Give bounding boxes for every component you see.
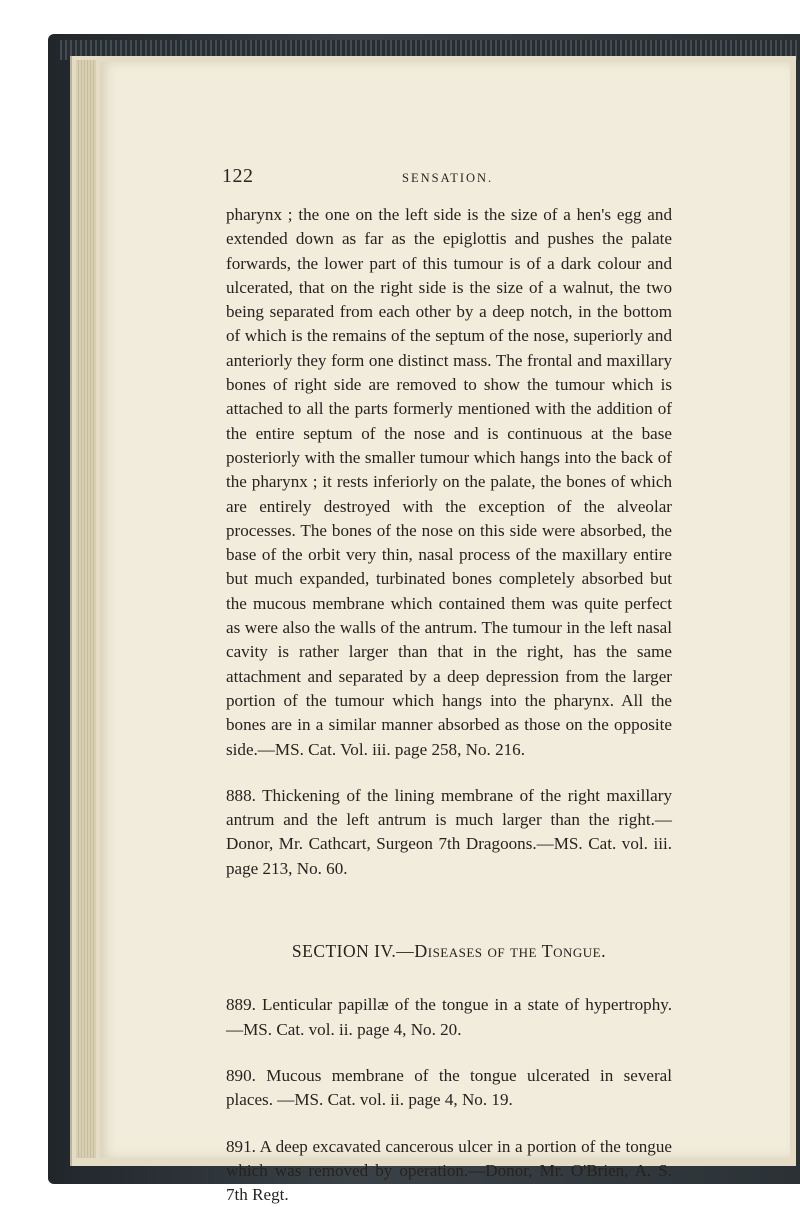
page-body bbox=[226, 203, 672, 1207]
page-number: 122 bbox=[222, 165, 254, 188]
page-edges bbox=[76, 60, 96, 1158]
running-head: SENSATION. bbox=[402, 171, 493, 186]
continuation-paragraph: pharynx ; the one on the left side is the size of a hen's egg and extended down as far as the epiglottis and pushes the palate forwards, the lower part of this tumour is of a dark colour and ulcerated, that on the right side is the size of a walnut, the two being separated from each other by a deep notch, in the bottom of which is the remains of the septum of the nose, superiorly and anteriorly they form one distinct mass. The frontal and maxillary bones of right side are removed to show the tumour which is attached to all the parts formerly mentioned with the addition of the entire septum of the nose and is continuous at the base posteriorly with the smaller tumour which hangs into the back of the pharynx ; it rests inferiorly on the palate, the bones of which are entirely destroyed with the exception of the alveolar processes. The bones of the nose on this side were absorbed, the base of the orbit very thin, nasal process of the maxillary entire but much expanded, turbinated bones completely absorbed but the mucous membrane which contained them was quite perfect as were also the walls of the antrum. The tumour in the left nasal cavity is rather larger than that in the right, has the same attachment and separated by a deep depression from the larger portion of the tumour which hangs into the pharynx. All the bones are in a similar manner absorbed as those on the opposite side.—MS. Cat. Vol. iii. page 258, No. 216. bbox=[226, 203, 672, 762]
catalog-entry-891: 891. A deep excavated cancerous ulcer in a portion of the tongue which was removed by operation.—Donor, Mr. O'Brien, A. S. 7th Regt. bbox=[226, 1135, 672, 1207]
section-title: Diseases of the Tongue. bbox=[414, 941, 606, 961]
section-heading bbox=[226, 939, 672, 963]
page-header bbox=[222, 165, 670, 191]
section-prefix: SECTION IV.— bbox=[292, 941, 414, 961]
catalog-entry-889: 889. Lenticular papillæ of the tongue in a state of hypertrophy. —MS. Cat. vol. ii. page 4, No. 20. bbox=[226, 993, 672, 1042]
catalog-entry-890: 890. Mucous membrane of the tongue ulcerated in several places. —MS. Cat. vol. ii. page 4, No. 19. bbox=[226, 1064, 672, 1113]
catalog-entry-888: 888. Thickening of the lining membrane of the right maxillary antrum and the left antrum is much larger than the right.—Donor, Mr. Cathcart, Surgeon 7th Dragoons.—MS. Cat. vol. iii. page 213, No. 60. bbox=[226, 784, 672, 881]
